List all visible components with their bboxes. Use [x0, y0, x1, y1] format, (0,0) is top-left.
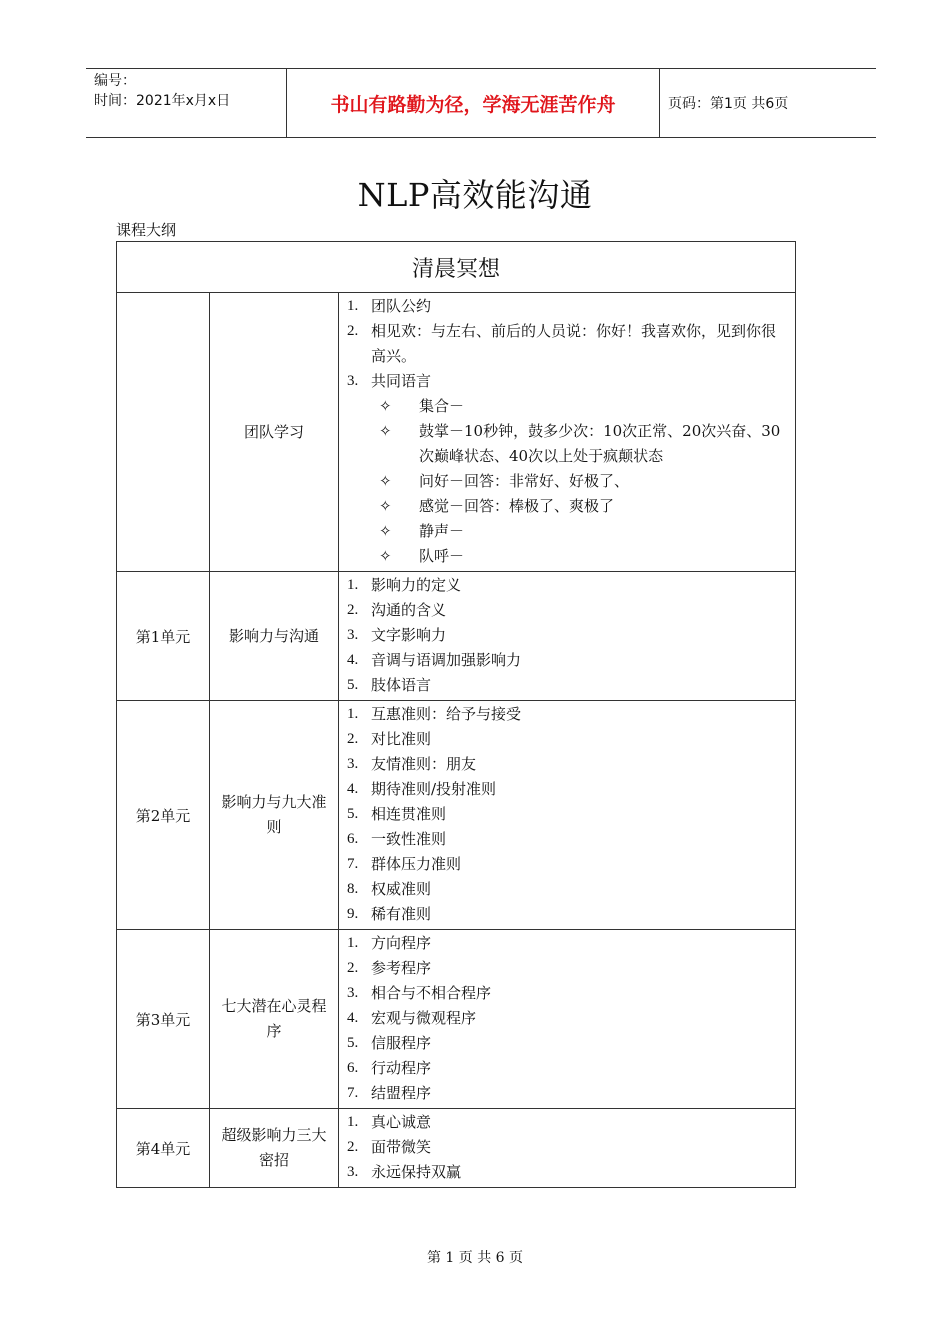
item-text: 音调与语调加强影响力	[371, 651, 522, 669]
table-heading-row	[117, 242, 796, 293]
header-info-cell	[86, 69, 287, 137]
item-text: 对比准则	[371, 730, 432, 748]
list-item	[347, 1135, 789, 1160]
item-text: 宏观与微观程序	[371, 1009, 477, 1027]
list-item	[347, 1031, 789, 1056]
list-item	[347, 777, 789, 802]
time-label: 时间：2021年x月x日	[94, 93, 231, 109]
unit-topic: 超级影响力三大密招	[210, 1109, 339, 1188]
item-text: 文字影响力	[371, 626, 447, 644]
unit-items	[339, 572, 796, 701]
unit-label: 第3单元	[117, 930, 210, 1109]
item-text: 团队公约	[371, 297, 432, 315]
item-number: 2.	[347, 731, 359, 747]
list-item	[347, 1006, 789, 1031]
list-item	[347, 294, 789, 319]
bullet-icon: ✧	[379, 397, 392, 415]
sub-item	[347, 519, 789, 544]
item-number: 5.	[347, 1035, 359, 1051]
list-item	[347, 981, 789, 1006]
item-number: 6.	[347, 831, 359, 847]
item-number: 2.	[347, 323, 359, 339]
item-text: 面带微笑	[371, 1138, 432, 1156]
list-item	[347, 727, 789, 752]
item-number: 5.	[347, 806, 359, 822]
sub-item-text: 问好－回答：非常好、好极了、	[419, 472, 630, 490]
item-number: 6.	[347, 1060, 359, 1076]
serial-label: 编号：	[94, 73, 136, 89]
item-text: 行动程序	[371, 1059, 432, 1077]
unit-label: 第2单元	[117, 701, 210, 930]
item-number: 4.	[347, 1010, 359, 1026]
item-text: 一致性准则	[371, 830, 447, 848]
unit-row	[117, 1109, 796, 1188]
item-text: 参考程序	[371, 959, 432, 977]
item-number: 1.	[347, 706, 359, 722]
item-number: 4.	[347, 781, 359, 797]
item-number: 5.	[347, 677, 359, 693]
list-item	[347, 319, 789, 369]
sub-item-text: 鼓掌－10秒钟，鼓多少次：10次正常、20次兴奋、30次巅峰状态、40次以上处于疯颠状态	[419, 422, 781, 465]
item-number: 3.	[347, 756, 359, 772]
item-number: 1.	[347, 577, 359, 593]
item-number: 1.	[347, 1114, 359, 1130]
item-number: 9.	[347, 906, 359, 922]
unit-row	[117, 701, 796, 930]
item-text: 相见欢：与左右、前后的人员说：你好！我喜欢你，见到你很高兴。	[371, 322, 777, 365]
list-item	[347, 648, 789, 673]
item-text: 友情准则：朋友	[371, 755, 477, 773]
item-number: 2.	[347, 1139, 359, 1155]
item-number: 1.	[347, 935, 359, 951]
bullet-icon: ✧	[379, 547, 392, 565]
unit-label: 第4单元	[117, 1109, 210, 1188]
item-number: 3.	[347, 1164, 359, 1180]
item-text: 权威准则	[371, 880, 432, 898]
list-item	[347, 877, 789, 902]
header-page-label: 页码：第1页 共6页	[668, 96, 789, 112]
course-outline-table	[116, 241, 796, 1188]
item-text: 相合与不相合程序	[371, 984, 492, 1002]
item-text: 真心诚意	[371, 1113, 432, 1131]
list-item	[347, 702, 789, 727]
sub-item-text: 感觉－回答：棒极了、爽极了	[419, 497, 615, 515]
outline-label: 课程大纲	[116, 221, 177, 239]
bullet-icon: ✧	[379, 472, 392, 490]
item-text: 方向程序	[371, 934, 432, 952]
item-text: 相连贯准则	[371, 805, 447, 823]
item-number: 1.	[347, 298, 359, 314]
list-item	[347, 827, 789, 852]
item-text: 互惠准则：给予与接受	[371, 705, 522, 723]
team-row	[117, 293, 796, 572]
list-item	[347, 1110, 789, 1135]
sub-item	[347, 419, 789, 469]
unit-topic: 影响力与沟通	[210, 572, 339, 701]
unit-items	[339, 1109, 796, 1188]
sub-item-text: 静声－	[419, 522, 465, 540]
unit-row	[117, 930, 796, 1109]
item-text: 影响力的定义	[371, 576, 462, 594]
unit-topic: 影响力与九大准则	[210, 701, 339, 930]
sub-item	[347, 469, 789, 494]
item-number: 8.	[347, 881, 359, 897]
list-item	[347, 752, 789, 777]
list-item	[347, 369, 789, 394]
list-item	[347, 673, 789, 698]
item-number: 3.	[347, 373, 359, 389]
item-text: 期待准则/投射准则	[371, 780, 497, 798]
list-item	[347, 802, 789, 827]
sub-item	[347, 494, 789, 519]
sub-item	[347, 544, 789, 569]
list-item	[347, 573, 789, 598]
list-item	[347, 931, 789, 956]
page-footer: 第 1 页 共 6 页	[426, 1250, 524, 1266]
item-text: 共同语言	[371, 372, 432, 390]
item-number: 7.	[347, 856, 359, 872]
item-number: 2.	[347, 602, 359, 618]
item-text: 沟通的含义	[371, 601, 447, 619]
item-text: 结盟程序	[371, 1084, 432, 1102]
item-text: 永远保持双赢	[371, 1163, 462, 1181]
sub-item	[347, 394, 789, 419]
item-number: 7.	[347, 1085, 359, 1101]
sub-item-text: 队呼－	[419, 547, 465, 565]
item-text: 信服程序	[371, 1034, 432, 1052]
list-item	[347, 902, 789, 927]
sub-item-text: 集合－	[419, 397, 465, 415]
list-item	[347, 1081, 789, 1106]
list-item	[347, 623, 789, 648]
team-items	[339, 293, 796, 572]
bullet-icon: ✧	[379, 422, 392, 440]
list-item	[347, 598, 789, 623]
team-topic: 团队学习	[210, 293, 339, 572]
unit-topic: 七大潜在心灵程序	[210, 930, 339, 1109]
unit-label: 第1单元	[117, 572, 210, 701]
table-heading: 清晨冥想	[117, 242, 796, 293]
team-unit-cell	[117, 293, 210, 572]
item-number: 3.	[347, 985, 359, 1001]
item-number: 2.	[347, 960, 359, 976]
document-header	[86, 68, 876, 138]
item-number: 4.	[347, 652, 359, 668]
bullet-icon: ✧	[379, 522, 392, 540]
bullet-icon: ✧	[379, 497, 392, 515]
unit-row	[117, 572, 796, 701]
item-number: 3.	[347, 627, 359, 643]
list-item	[347, 1056, 789, 1081]
header-motto: 书山有路勤为径，学海无涯苦作舟	[287, 69, 660, 137]
list-item	[347, 1160, 789, 1185]
list-item	[347, 852, 789, 877]
item-text: 群体压力准则	[371, 855, 462, 873]
item-text: 肢体语言	[371, 676, 432, 694]
list-item	[347, 956, 789, 981]
unit-items	[339, 701, 796, 930]
unit-items	[339, 930, 796, 1109]
item-text: 稀有准则	[371, 905, 432, 923]
page-title: NLP高效能沟通	[357, 176, 593, 214]
